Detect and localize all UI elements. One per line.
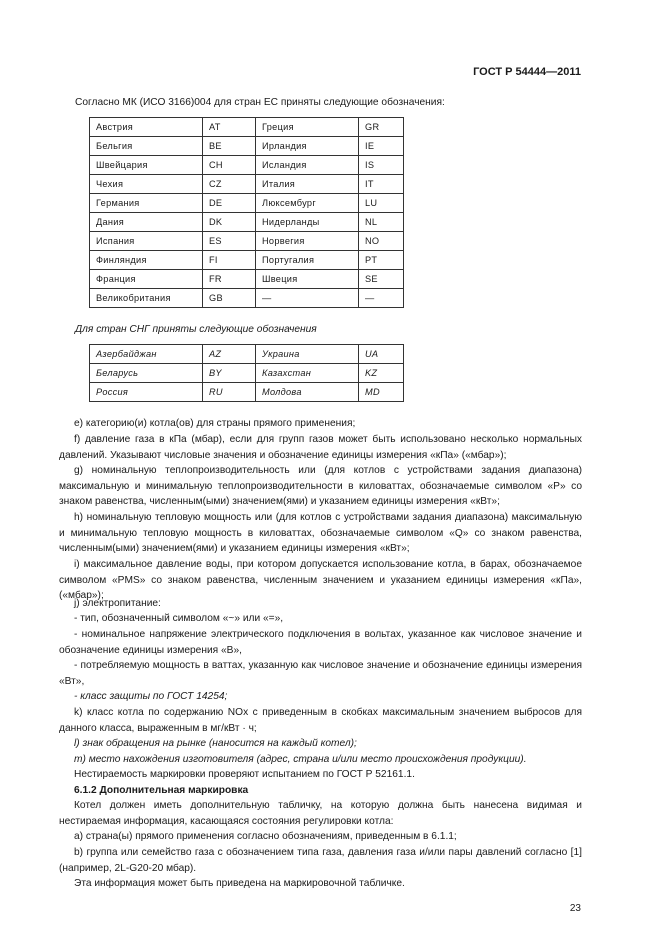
eu-table-cell: LU [359,194,404,213]
eu-table-cell: Франция [90,270,203,289]
item-j3: - потребляемую мощность в ваттах, указанную как числовое значение и обозначение единицы измерения «Вт», [59,660,582,687]
cis-table-cell: Украина [256,345,359,364]
eu-table-cell: GR [359,118,404,137]
item-b: b) группа или семейство газа с обозначением типа газа, давления газа и/или пары давлений согласно [1] (например, 2L-G20-20 мбар). [59,847,582,874]
eu-table-cell: Норвегия [256,232,359,251]
eu-table-cell: Великобритания [90,289,203,308]
cis-table-row [90,383,404,402]
para-plate: Котел должен иметь дополнительную табличку, на которую должна быть нанесена видимая и нестираемая информация, касающаяся состояния регулировки котла: [59,800,582,827]
eu-table-cell: NL [359,213,404,232]
item-j1: - тип, обозначенный символом «~» или «=», [74,613,284,624]
eu-table-cell: Нидерланды [256,213,359,232]
eu-table-cell: Австрия [90,118,203,137]
eu-table-cell: ES [203,232,256,251]
eu-table-cell: Германия [90,194,203,213]
eu-table-cell: DK [203,213,256,232]
eu-table-cell: BE [203,137,256,156]
eu-table-cell: Исландия [256,156,359,175]
eu-table-cell: Испания [90,232,203,251]
eu-table-cell: DE [203,194,256,213]
eu-table-row [90,194,404,213]
eu-table-row [90,251,404,270]
cis-table-cell: Азербайджан [90,345,203,364]
item-e: е) категорию(и) котла(ов) для страны прямого применения; [74,418,356,429]
eu-table-cell: GB [203,289,256,308]
section-6-1-2-title: 6.1.2 Дополнительная маркировка [74,785,249,796]
item-j4: - класс защиты по ГОСТ 14254; [74,691,228,702]
item-f: f) давление газа в кПа (мбар), если для групп газов может быть использовано несколько нормальных давлений. Указывают числовые значения и обозначение единицы измерения «кПа» («мбар»); [59,434,582,461]
item-a: а) страна(ы) прямого применения согласно обозначениям, приведенным в 6.1.1; [74,831,457,842]
eu-table-cell: FR [203,270,256,289]
item-g: g) номинальную теплопроизводительность или (для котлов с устройствами задания диапазона) максимальную и минимальную теплопроизводительности в киловаттах, обозначаемые символом «P» со знаком равенства, численным(ыми) значением(ями) и указанием единицы измерения «кВт»; [59,465,582,508]
cis-table-cell: MD [359,383,404,402]
item-l: l) знак обращения на рынке (наносится на каждый котел); [74,738,357,749]
eu-table-cell: FI [203,251,256,270]
item-i: i) максимальное давление воды, при котором допускается использование котла, в барах, обозначаемое символом «PMS» со знаком равенства, численным значением и указанием единицы измерения «кПа», («мбар»); [59,559,582,602]
para-last: Эта информация может быть приведена на маркировочной табличке. [74,878,405,889]
cis-table-cell: AZ [203,345,256,364]
eu-table-row [90,118,404,137]
eu-table-cell: Греция [256,118,359,137]
eu-table-cell: Швейцария [90,156,203,175]
eu-table-cell: Финляндия [90,251,203,270]
page-number: 23 [569,903,581,914]
eu-table-row [90,175,404,194]
eu-table-cell: IT [359,175,404,194]
item-m: m) место нахождения изготовителя (адрес, страна и/или место происхождения продукции). [74,754,527,765]
cis-table-cell: UA [359,345,404,364]
item-h: h) номинальную тепловую мощность или (для котлов с устройствами задания диапазона) максимальную и минимальную тепловую мощность в киловаттах, обозначаемые символом «Q» со знаком равенства, численным(ыми) значением(ями) и указанием единицы измерения «кВт»; [59,512,582,555]
eu-table-cell: IE [359,137,404,156]
eu-table-row [90,137,404,156]
cis-table-cell: BY [203,364,256,383]
cis-table-cell: Беларусь [90,364,203,383]
cis-table-cell: Казахстан [256,364,359,383]
cis-table-cell: RU [203,383,256,402]
item-n: Нестираемость маркировки проверяют испытанием по ГОСТ Р 52161.1. [74,769,415,780]
document-header: ГОСТ Р 54444—2011 [473,66,581,78]
intro-cis: Для стран СНГ приняты следующие обозначения [75,324,317,335]
eu-country-table [89,117,404,308]
eu-table-row [90,156,404,175]
eu-table-row [90,270,404,289]
item-j: j) электропитание: [74,598,161,609]
eu-table-cell: PT [359,251,404,270]
eu-table-cell: CH [203,156,256,175]
eu-table-cell: SE [359,270,404,289]
eu-table-cell: Дания [90,213,203,232]
eu-table-cell: Италия [256,175,359,194]
eu-table-cell: Бельгия [90,137,203,156]
eu-table-cell: Ирландия [256,137,359,156]
eu-table-cell: IS [359,156,404,175]
eu-table-cell: Чехия [90,175,203,194]
cis-country-table [89,344,404,402]
eu-table-cell: Португалия [256,251,359,270]
item-k: k) класс котла по содержанию NOx с приведенным в скобках максимальным значением выбросов для данного класса, выраженным в мг/кВт · ч; [59,707,582,734]
eu-table-cell: NO [359,232,404,251]
cis-table-cell: Молдова [256,383,359,402]
eu-table-cell: — [256,289,359,308]
eu-table-row [90,289,404,308]
eu-table-row [90,213,404,232]
eu-table-cell: CZ [203,175,256,194]
cis-table-cell: KZ [359,364,404,383]
eu-table-cell: Швеция [256,270,359,289]
eu-table-cell: — [359,289,404,308]
cis-table-row [90,364,404,383]
eu-table-cell: AT [203,118,256,137]
eu-table-cell: Люксембург [256,194,359,213]
intro-eu: Согласно МК (ИСО 3166)004 для стран ЕС приняты следующие обозначения: [75,97,445,108]
eu-table-row [90,232,404,251]
item-j2: - номинальное напряжение электрического подключения в вольтах, указанное как числовое значение и обозначение единицы измерения «В», [59,629,582,656]
cis-table-cell: Россия [90,383,203,402]
cis-table-row [90,345,404,364]
